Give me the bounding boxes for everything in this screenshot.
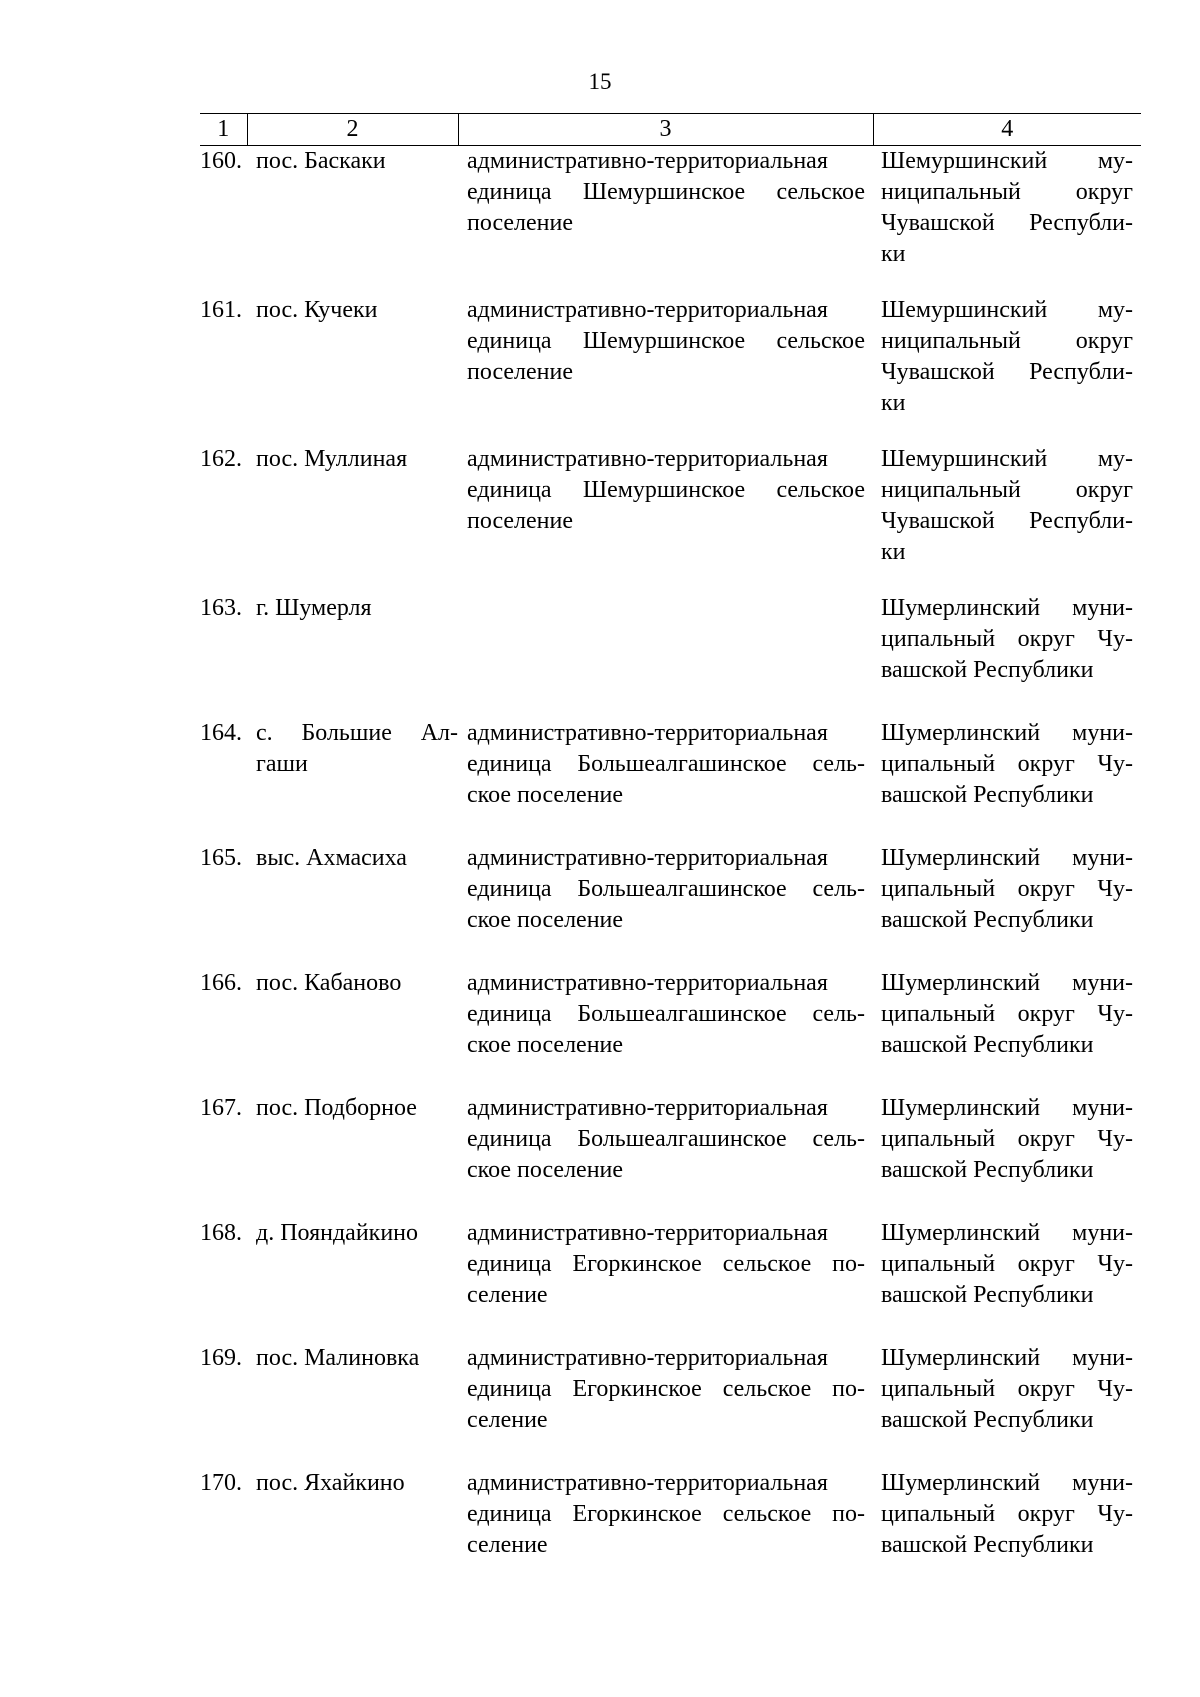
municipal-district-line: ципальный округ Чу- xyxy=(881,626,1133,652)
settlement-name xyxy=(247,146,458,296)
table-row xyxy=(200,1093,1141,1218)
administrative-unit-line: административно-территориальная xyxy=(467,970,828,996)
municipal-district-line: вашской Республики xyxy=(881,1032,1094,1058)
administrative-unit-line: административно-территориальная xyxy=(467,297,828,323)
table-row xyxy=(200,1343,1141,1468)
administrative-unit xyxy=(458,1218,873,1343)
administrative-unit xyxy=(458,1468,873,1593)
settlement-name-line: с. Большие Ал- xyxy=(256,720,458,746)
table-row xyxy=(200,146,1141,296)
table-row xyxy=(200,843,1141,968)
header-row xyxy=(200,114,1141,146)
settlement-name xyxy=(247,1218,458,1343)
municipal-district-line: Шумерлинский муни- xyxy=(881,1220,1133,1246)
settlement-name xyxy=(247,968,458,1093)
municipal-district-line: ки xyxy=(881,241,906,267)
settlement-name-line: пос. Баскаки xyxy=(256,148,386,174)
municipal-district-line: ципальный округ Чу- xyxy=(881,1376,1133,1402)
table-row xyxy=(200,444,1141,593)
row-number: 160. xyxy=(200,148,242,174)
table-row xyxy=(200,295,1141,444)
municipal-district xyxy=(873,1218,1141,1343)
settlements-table xyxy=(200,113,1141,1593)
header-col-2: 2 xyxy=(247,114,458,146)
municipal-district xyxy=(873,444,1141,593)
settlement-name xyxy=(247,843,458,968)
municipal-district-line: вашской Республики xyxy=(881,1407,1094,1433)
municipal-district-line: Шемуршинский му- xyxy=(881,148,1133,174)
row-number: 162. xyxy=(200,446,242,472)
administrative-unit-line: единица Шемуршинское сельское xyxy=(467,328,865,354)
municipal-district-line: вашской Республики xyxy=(881,907,1094,933)
municipal-district xyxy=(873,146,1141,296)
row-number: 168. xyxy=(200,1220,242,1246)
municipal-district xyxy=(873,1093,1141,1218)
municipal-district-line: Шумерлинский муни- xyxy=(881,1345,1133,1371)
administrative-unit-line: административно-территориальная xyxy=(467,1220,828,1246)
administrative-unit xyxy=(458,146,873,296)
settlement-name-line: пос. Малиновка xyxy=(256,1345,420,1371)
row-number: 161. xyxy=(200,297,242,323)
municipal-district-line: Шемуршинский му- xyxy=(881,446,1133,472)
municipal-district-line: Шумерлинский муни- xyxy=(881,845,1133,871)
municipal-district-line: ки xyxy=(881,539,906,565)
settlement-name-line: пос. Кучеки xyxy=(256,297,378,323)
row-number: 167. xyxy=(200,1095,242,1121)
settlement-name xyxy=(247,1468,458,1593)
administrative-unit-line: административно-территориальная xyxy=(467,1345,828,1371)
row-number: 166. xyxy=(200,970,242,996)
municipal-district-line: ципальный округ Чу- xyxy=(881,751,1133,777)
row-number: 164. xyxy=(200,720,242,746)
administrative-unit xyxy=(458,1093,873,1218)
settlement-name-line: пос. Подборное xyxy=(256,1095,417,1121)
settlement-name xyxy=(247,718,458,843)
table-body xyxy=(200,146,1141,1594)
administrative-unit xyxy=(458,968,873,1093)
administrative-unit-line: ское поселение xyxy=(467,907,624,933)
administrative-unit-line: ское поселение xyxy=(467,1032,624,1058)
municipal-district xyxy=(873,1343,1141,1468)
municipal-district xyxy=(873,295,1141,444)
municipal-district-line: Чувашской Республи- xyxy=(881,359,1133,385)
administrative-unit-line: единица Большеалгашинское сель- xyxy=(467,1001,865,1027)
municipal-district xyxy=(873,1468,1141,1593)
settlement-name-line: гаши xyxy=(256,751,308,777)
municipal-district-line: вашской Республики xyxy=(881,1282,1094,1308)
administrative-unit xyxy=(458,593,873,718)
administrative-unit xyxy=(458,1343,873,1468)
administrative-unit xyxy=(458,295,873,444)
municipal-district-line: Чувашской Республи- xyxy=(881,508,1133,534)
row-number: 163. xyxy=(200,595,242,621)
administrative-unit-line: единица Егоркинское сельское по- xyxy=(467,1251,865,1277)
table-row xyxy=(200,1218,1141,1343)
administrative-unit xyxy=(458,843,873,968)
municipal-district xyxy=(873,593,1141,718)
administrative-unit-line: административно-территориальная xyxy=(467,845,828,871)
settlement-name-line: пос. Муллиная xyxy=(256,446,408,472)
administrative-unit-line: единица Шемуршинское сельское xyxy=(467,179,865,205)
table-header xyxy=(200,114,1141,146)
municipal-district-line: вашской Республики xyxy=(881,1157,1094,1183)
administrative-unit-line: административно-территориальная xyxy=(467,720,828,746)
administrative-unit-line: административно-территориальная xyxy=(467,446,828,472)
settlement-name-line: д. Пояндайкино xyxy=(256,1220,419,1246)
settlement-name-line: г. Шумерля xyxy=(256,595,372,621)
row-number: 165. xyxy=(200,845,242,871)
administrative-unit-line: селение xyxy=(467,1532,548,1558)
administrative-unit-line: единица Большеалгашинское сель- xyxy=(467,751,865,777)
municipal-district xyxy=(873,843,1141,968)
municipal-district-line: ципальный округ Чу- xyxy=(881,1501,1133,1527)
table-row xyxy=(200,718,1141,843)
administrative-unit-line: единица Егоркинское сельское по- xyxy=(467,1376,865,1402)
municipal-district-line: ципальный округ Чу- xyxy=(881,876,1133,902)
municipal-district-line: Шумерлинский муни- xyxy=(881,970,1133,996)
administrative-unit-line: единица Большеалгашинское сель- xyxy=(467,1126,865,1152)
administrative-unit-line: поселение xyxy=(467,210,574,236)
municipal-district-line: ниципальный округ xyxy=(881,477,1133,503)
municipal-district-line: ципальный округ Чу- xyxy=(881,1001,1133,1027)
municipal-district-line: Шумерлинский муни- xyxy=(881,720,1133,746)
administrative-unit-line: ское поселение xyxy=(467,782,624,808)
table-row xyxy=(200,593,1141,718)
settlement-name-line: пос. Кабаново xyxy=(256,970,402,996)
header-col-3: 3 xyxy=(458,114,873,146)
administrative-unit-line: административно-территориальная xyxy=(467,1095,828,1121)
administrative-unit-line: административно-территориальная xyxy=(467,1470,828,1496)
table-row xyxy=(200,1468,1141,1593)
administrative-unit-line: селение xyxy=(467,1282,548,1308)
administrative-unit-line: поселение xyxy=(467,359,574,385)
settlement-name xyxy=(247,295,458,444)
municipal-district-line: ниципальный округ xyxy=(881,179,1133,205)
municipal-district-line: Шумерлинский муни- xyxy=(881,1470,1133,1496)
municipal-district-line: Шумерлинский муни- xyxy=(881,1095,1133,1121)
municipal-district xyxy=(873,718,1141,843)
municipal-district-line: вашской Республики xyxy=(881,782,1094,808)
settlement-name-line: пос. Яхайкино xyxy=(256,1470,405,1496)
administrative-unit-line: административно-территориальная xyxy=(467,148,828,174)
municipal-district xyxy=(873,968,1141,1093)
municipal-district-line: Шумерлинский муни- xyxy=(881,595,1133,621)
administrative-unit-line: поселение xyxy=(467,508,574,534)
municipal-district-line: ципальный округ Чу- xyxy=(881,1126,1133,1152)
table-row xyxy=(200,968,1141,1093)
municipal-district-line: ципальный округ Чу- xyxy=(881,1251,1133,1277)
page-number: 15 xyxy=(588,69,612,94)
municipal-district-line: вашской Республики xyxy=(881,1532,1094,1558)
row-number: 169. xyxy=(200,1345,242,1371)
settlement-name xyxy=(247,1093,458,1218)
administrative-unit-line: единица Егоркинское сельское по- xyxy=(467,1501,865,1527)
municipal-district-line: ниципальный округ xyxy=(881,328,1133,354)
administrative-unit-line: единица Большеалгашинское сель- xyxy=(467,876,865,902)
header-col-4: 4 xyxy=(873,114,1141,146)
settlement-name-line: выс. Ахмасиха xyxy=(256,845,407,871)
municipal-district-line: Шемуршинский му- xyxy=(881,297,1133,323)
administrative-unit xyxy=(458,718,873,843)
settlement-name xyxy=(247,444,458,593)
municipal-district-line: Чувашской Республи- xyxy=(881,210,1133,236)
header-col-1: 1 xyxy=(200,114,247,146)
municipal-district-line: вашской Республики xyxy=(881,657,1094,683)
settlement-name xyxy=(247,1343,458,1468)
settlement-name xyxy=(247,593,458,718)
administrative-unit xyxy=(458,444,873,593)
administrative-unit-line: ское поселение xyxy=(467,1157,624,1183)
municipal-district-line: ки xyxy=(881,390,906,416)
administrative-unit-line: селение xyxy=(467,1407,548,1433)
administrative-unit-line: единица Шемуршинское сельское xyxy=(467,477,865,503)
row-number: 170. xyxy=(200,1470,242,1496)
